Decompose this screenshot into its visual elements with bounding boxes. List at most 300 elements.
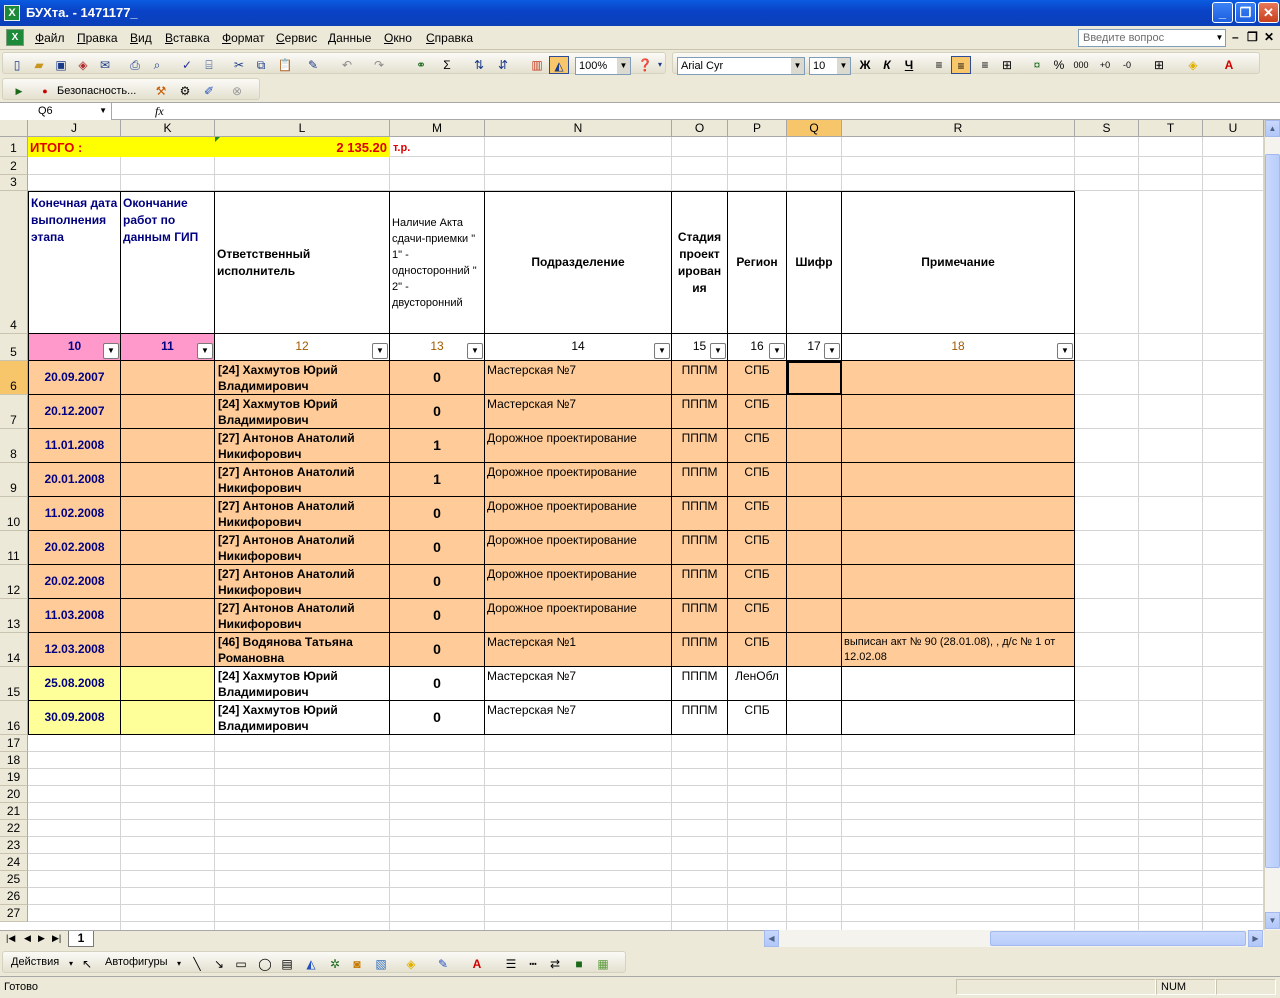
excel-icon[interactable]: X [4,5,20,21]
row-header-5[interactable] [0,334,28,361]
cell-end-date[interactable]: 20.12.2007 [28,395,121,429]
cell-region[interactable]: СПБ [728,395,787,429]
column-number-14[interactable]: 14 ▼ [485,334,672,361]
row-header-9[interactable] [0,463,28,497]
research-icon[interactable]: ⌸ [205,58,213,72]
menu-edit[interactable]: Правка [77,31,118,45]
cell-responsible[interactable]: [24] Хахмутов Юрий Владимирович [215,361,390,395]
horizontal-scrollbar[interactable] [764,930,1264,947]
cell-stage[interactable]: ПППМ [672,463,728,497]
column-number-10[interactable]: 10 ▼ [28,334,121,361]
cell-region[interactable]: СПБ [728,633,787,667]
menu-data[interactable]: Данные [328,31,372,45]
row-header-27[interactable] [0,905,28,922]
hyperlink-icon[interactable]: ⚭ [415,58,427,72]
status-bar [0,976,1280,998]
row-number: 17 [6,736,21,750]
print-icon[interactable]: ⎙ [130,58,140,72]
line-style-icon[interactable]: ☰ [505,957,517,971]
column-header-u[interactable]: U [1203,120,1264,137]
spreadsheet-grid[interactable] [0,120,1264,930]
cell-stage[interactable]: ПППМ [672,395,728,429]
name-box[interactable] [0,103,112,120]
align-right-icon[interactable]: ≡ [981,58,989,72]
select-objects-icon[interactable]: ↖ [81,957,93,971]
column-header-s[interactable]: S [1075,120,1139,137]
minimize-button[interactable]: _ [1212,2,1233,23]
cell-stage[interactable]: ПППМ [672,497,728,531]
cell-act[interactable]: 0 [390,531,485,565]
row-header-25[interactable] [0,871,28,888]
cell-act[interactable]: 0 [390,361,485,395]
cell-act[interactable]: 1 [390,463,485,497]
cell-division[interactable]: Мастерская №7 [485,667,672,701]
row-number: 8 [10,447,17,461]
italic-button[interactable]: К [883,58,891,72]
doc-minimize-button[interactable]: – [1232,30,1239,44]
fill-color-icon[interactable]: ◈ [406,957,416,971]
cell-region[interactable]: СПБ [728,497,787,531]
row-header-11[interactable] [0,531,28,565]
row-header-18[interactable] [0,752,28,769]
column-number-11[interactable]: 11 ▼ [121,334,215,361]
arrow-icon[interactable]: ↘ [213,957,225,971]
scroll-right-icon[interactable]: ▶ [1248,930,1263,947]
cell-cipher[interactable] [787,701,842,735]
cell-responsible[interactable]: [27] Антонов Анатолий Никифорович [215,599,390,633]
bold-button[interactable]: Ж [859,58,871,72]
undo-icon[interactable]: ↶ [341,58,353,72]
decrease-decimal-icon[interactable]: -0 [1122,60,1131,70]
shadow-style-icon[interactable]: ■ [575,957,583,971]
email-icon[interactable]: ✉ [99,58,111,72]
row-header-4[interactable] [0,191,28,334]
align-center-icon[interactable]: ≡ [951,56,971,74]
cell-region[interactable]: СПБ [728,599,787,633]
font-size-select[interactable] [809,57,851,75]
cell-act[interactable]: 1 [390,429,485,463]
clipart-icon[interactable]: ◙ [353,957,361,971]
cell-end-date[interactable]: 11.03.2008 [28,599,121,633]
cell-gip-end[interactable] [121,701,215,735]
autofilter-dropdown-icon[interactable]: ▼ [467,343,483,359]
help-icon[interactable]: ❓ [637,58,653,72]
cell-gip-end[interactable] [121,633,215,667]
fill-color-icon[interactable]: ◈ [1188,58,1198,72]
cell-region[interactable]: СПБ [728,565,787,599]
row-header-8[interactable] [0,429,28,463]
cell-region[interactable]: СПБ [728,361,787,395]
row-number: 24 [6,855,21,869]
cell-note[interactable] [842,497,1075,531]
cut-icon[interactable]: ✂ [233,58,245,72]
row-header-26[interactable] [0,888,28,905]
arrow-style-icon[interactable]: ⇄ [549,957,561,971]
line-icon[interactable]: ╲ [193,957,201,971]
restore-button[interactable]: ❐ [1235,2,1256,23]
column-number-17[interactable]: 17 ▼ [787,334,842,361]
row-header-24[interactable] [0,854,28,871]
cell-division[interactable]: Мастерская №1 [485,633,672,667]
formatting-toolbar [672,52,1260,74]
record-macro-icon[interactable]: ● [42,86,48,96]
cell-act[interactable]: 0 [390,497,485,531]
cell-act[interactable]: 0 [390,599,485,633]
cell-responsible[interactable]: [24] Хахмутов Юрий Владимирович [215,395,390,429]
zoom-select[interactable] [575,57,631,75]
font-size-value: 10 [813,60,826,72]
font-color-icon[interactable]: A [472,957,482,971]
row-number: 4 [10,318,17,332]
row-header-3[interactable] [0,175,28,191]
row-header-16[interactable] [0,701,28,735]
row-number: 27 [6,906,21,920]
cell-note[interactable] [842,667,1075,701]
header-act[interactable]: Наличие Акта сдачи-приемки " 1" - односторонний " 2" - двусторонний [390,191,485,334]
cell-cipher[interactable] [787,429,842,463]
scroll-down-icon[interactable]: ▼ [1265,912,1280,929]
close-button[interactable]: ✕ [1258,2,1279,23]
cell-end-date[interactable]: 12.03.2008 [28,633,121,667]
ask-question-input[interactable]: Введите вопрос [1078,29,1226,47]
cell-gip-end[interactable] [121,429,215,463]
row-header-2[interactable] [0,157,28,175]
autofilter-dropdown-icon[interactable]: ▼ [103,343,119,359]
header-region[interactable]: Регион [728,191,787,334]
cell-note[interactable] [842,429,1075,463]
column-header-j[interactable]: J [28,120,121,137]
scroll-left-icon[interactable]: ◀ [764,930,779,947]
vertical-scrollbar[interactable] [1264,120,1280,930]
cell-end-date[interactable]: 25.08.2008 [28,667,121,701]
row-number: 26 [6,889,21,903]
workbook-icon[interactable]: X [6,29,24,46]
menu-insert[interactable]: Вставка [165,31,210,45]
sheet-tab-1[interactable]: 1 [68,931,94,947]
row-number: 15 [6,685,21,699]
menu-help[interactable]: Справка [426,31,474,45]
cell-responsible[interactable]: [27] Антонов Анатолий Никифорович [215,497,390,531]
paste-icon[interactable]: 📋 [277,58,293,72]
row-header-21[interactable] [0,803,28,820]
font-value: Arial Cyr [681,60,724,72]
cell-act[interactable]: 0 [390,633,485,667]
function-icon[interactable]: fx [155,104,164,118]
cell-responsible[interactable]: [27] Антонов Анатолий Никифорович [215,531,390,565]
cell-cipher[interactable] [787,463,842,497]
cell-act[interactable]: 0 [390,667,485,701]
font-color-icon[interactable]: A [1224,58,1234,72]
cell-region[interactable]: СПБ [728,531,787,565]
row-header-17[interactable] [0,735,28,752]
menu-file[interactable]: Файл [35,31,65,45]
select-all-corner[interactable] [0,120,28,137]
cell-cipher[interactable] [787,599,842,633]
cell-region[interactable]: ЛенОбл [728,667,787,701]
cell-stage[interactable]: ПППМ [672,361,728,395]
cell-division[interactable]: Дорожное проектирование [485,599,672,633]
cell-division[interactable]: Дорожное проектирование [485,497,672,531]
run-macro-icon[interactable]: ▶ [15,86,23,96]
doc-close-button[interactable]: ✕ [1264,30,1275,44]
diagram-icon[interactable]: ✲ [329,957,341,971]
row-header-22[interactable] [0,820,28,837]
align-left-icon[interactable]: ≡ [935,58,943,72]
row-header-10[interactable] [0,497,28,531]
chevron-down-icon[interactable]: ▼ [1215,33,1224,42]
header-note[interactable]: Примечание [842,191,1075,334]
row-header-20[interactable] [0,786,28,803]
header-division[interactable]: Подразделение [485,191,672,334]
gridline [28,904,1264,905]
cell-gip-end[interactable] [121,531,215,565]
copy-icon[interactable]: ⧉ [256,58,266,72]
row-header-23[interactable] [0,837,28,854]
gridline [28,802,1264,803]
title-bar [0,0,1280,26]
cell-division[interactable]: Мастерская №7 [485,361,672,395]
cell-end-date[interactable]: 30.09.2008 [28,701,121,735]
summary-value[interactable]: 2 135.20 [215,137,390,157]
column-header-q[interactable]: Q [787,120,842,137]
scroll-up-icon[interactable]: ▲ [1265,120,1280,137]
cell-cipher[interactable] [787,565,842,599]
cell-note[interactable] [842,565,1075,599]
row-number: 19 [6,770,21,784]
row-number: 22 [6,821,21,835]
autofilter-dropdown-icon[interactable]: ▼ [654,343,670,359]
cell-stage[interactable]: ПППМ [672,565,728,599]
cell-stage[interactable]: ПППМ [672,429,728,463]
cell-note[interactable] [842,463,1075,497]
picture-icon[interactable]: ▧ [375,957,387,971]
autofilter-dropdown-icon[interactable]: ▼ [1057,343,1073,359]
cell-end-date[interactable]: 11.02.2008 [28,497,121,531]
spelling-icon[interactable]: ✓ [181,58,193,72]
design-mode-icon[interactable]: ✐ [203,84,215,98]
column-number-12[interactable]: 12 ▼ [215,334,390,361]
cell-act[interactable]: 0 [390,701,485,735]
redo-icon[interactable]: ↷ [373,58,385,72]
new-icon[interactable]: ▯ [13,58,21,72]
format-painter-icon[interactable]: ✎ [307,58,319,72]
column-number-13[interactable]: 13 ▼ [390,334,485,361]
window-title: БУХта. - 1471177_ [26,5,138,20]
cell-division[interactable]: Дорожное проектирование [485,429,672,463]
cell-stage[interactable]: ПППМ [672,599,728,633]
cell-note[interactable]: выписан акт № 90 (28.01.08), , д/с № 1 от 12.02.08 [842,633,1075,667]
column-header-t[interactable]: T [1139,120,1203,137]
cell-responsible[interactable]: [27] Антонов Анатолий Никифорович [215,463,390,497]
column-header-o[interactable]: O [672,120,728,137]
row-header-12[interactable] [0,565,28,599]
3d-style-icon[interactable]: ▦ [597,957,609,971]
column-number-15[interactable]: 15 ▼ [672,334,728,361]
drawing-toolbar-row [0,948,1280,976]
autofilter-dropdown-icon[interactable]: ▼ [197,343,213,359]
permission-icon[interactable]: ◈ [78,58,88,72]
header-cipher[interactable]: Шифр [787,191,842,334]
autoshapes-menu[interactable]: Автофигуры [105,956,168,968]
autofilter-dropdown-icon[interactable]: ▼ [710,343,726,359]
increase-decimal-icon[interactable]: +0 [1099,60,1111,70]
header-responsible[interactable]: Ответственный исполнитель [215,191,390,334]
column-header-n[interactable]: N [485,120,672,137]
toolbar-row-2 [0,76,1280,102]
cell-responsible[interactable]: [24] Хахмутов Юрий Владимирович [215,667,390,701]
horizontal-scroll-thumb[interactable] [990,931,1246,946]
chevron-down-icon: ▼ [617,58,630,74]
chart-wizard-icon[interactable]: ▥ [531,58,543,72]
row-header-1[interactable] [0,137,28,157]
cell-division[interactable]: Мастерская №7 [485,701,672,735]
column-header-r[interactable]: R [842,120,1075,137]
percent-icon[interactable]: % [1053,58,1065,72]
currency-icon[interactable]: ¤ [1033,58,1041,72]
cell-region[interactable]: СПБ [728,463,787,497]
merge-center-icon[interactable]: ⊞ [1001,58,1013,72]
gridline [28,174,1264,175]
header-stage[interactable]: Стадия проект ирован ия [672,191,728,334]
cell-end-date[interactable]: 20.09.2007 [28,361,121,395]
cell-gip-end[interactable] [121,361,215,395]
wordart-icon[interactable]: ◭ [306,957,316,971]
cell-cipher[interactable] [787,633,842,667]
autosum-icon[interactable]: Σ [443,58,451,72]
cell-responsible[interactable]: [24] Хахмутов Юрий Владимирович [215,701,390,735]
column-number-16[interactable]: 16 ▼ [728,334,787,361]
cell-responsible[interactable]: [46] Водянова Татьяна Романовна [215,633,390,667]
num-lock-indicator: NUM [1156,979,1216,995]
menu-tools[interactable]: Сервис [276,31,318,45]
column-header-k[interactable]: K [121,120,215,137]
cell-cipher[interactable] [787,667,842,701]
row-header-14[interactable] [0,633,28,667]
cell-cipher[interactable] [787,497,842,531]
cell-cipher[interactable] [787,395,842,429]
cell-end-date[interactable]: 20.02.2008 [28,531,121,565]
doc-restore-button[interactable]: ❐ [1247,30,1258,44]
cell-note[interactable] [842,531,1075,565]
menu-view[interactable]: Вид [130,31,152,45]
autofilter-dropdown-icon[interactable]: ▼ [372,343,388,359]
cell-end-date[interactable]: 20.01.2008 [28,463,121,497]
summary-label[interactable]: ИТОГО : [28,137,215,157]
summary-unit[interactable]: т.р. [393,142,411,154]
cell-responsible[interactable]: [27] Антонов Анатолий Никифорович [215,565,390,599]
row-header-13[interactable] [0,599,28,633]
cell-stage[interactable]: ПППМ [672,633,728,667]
cell-division[interactable]: Дорожное проектирование [485,565,672,599]
cell-region[interactable]: СПБ [728,701,787,735]
open-icon[interactable]: ▰ [34,58,44,72]
sort-ascending-icon[interactable]: ⇅ [473,58,485,72]
autofilter-dropdown-icon[interactable]: ▼ [824,343,840,359]
sort-descending-icon[interactable]: ⇵ [497,58,509,72]
cell-end-date[interactable]: 11.01.2008 [28,429,121,463]
row-header-19[interactable] [0,769,28,786]
cell-gip-end[interactable] [121,565,215,599]
active-cell[interactable] [787,361,842,395]
first-sheet-icon[interactable]: |◀ [6,933,16,943]
dash-style-icon[interactable]: ┅ [529,957,537,971]
security-button[interactable]: Безопасность... [57,85,137,97]
print-preview-icon[interactable]: ⌕ [153,58,161,72]
row-header-7[interactable] [0,395,28,429]
visual-basic-editor-icon[interactable]: ⚒ [155,84,167,98]
save-icon[interactable]: ▣ [55,58,67,72]
oval-icon[interactable]: ◯ [258,957,272,971]
cell-end-date[interactable]: 20.02.2008 [28,565,121,599]
gridline [28,836,1264,837]
cell-gip-end[interactable] [121,463,215,497]
underline-button[interactable]: Ч [904,58,914,72]
row-header-6[interactable] [0,361,28,395]
actions-menu[interactable]: Действия [11,956,60,968]
menu-window[interactable]: Окно [384,31,412,45]
cell-gip-end[interactable] [121,497,215,531]
column-number-18[interactable]: 18 ▼ [842,334,1075,361]
prev-sheet-icon[interactable]: ◀ [24,933,31,943]
last-sheet-icon[interactable]: ▶| [52,933,62,943]
column-header-p[interactable]: P [728,120,787,137]
control-toolbox-icon[interactable]: ⚙ [179,84,191,98]
row-header-15[interactable] [0,667,28,701]
cell-gip-end[interactable] [121,667,215,701]
textbox-icon[interactable]: ▤ [281,957,293,971]
header-end-date[interactable]: Конечная дата выполнения этапа [28,191,121,334]
cell-division[interactable]: Дорожное проектирование [485,463,672,497]
header-gip-end[interactable]: Окончание работ по данным ГИП [121,191,215,334]
cell-note[interactable] [842,599,1075,633]
column-header-m[interactable]: M [390,120,485,137]
vertical-scroll-thumb[interactable] [1265,154,1280,868]
row-number: 13 [6,617,21,631]
cell-gip-end[interactable] [121,599,215,633]
font-select[interactable] [677,57,805,75]
cell-cipher[interactable] [787,531,842,565]
cell-act[interactable]: 0 [390,395,485,429]
column-header-l[interactable]: L [215,120,390,137]
cell-division[interactable]: Мастерская №7 [485,395,672,429]
line-color-icon[interactable]: ✎ [437,957,449,971]
cell-responsible[interactable]: [27] Антонов Анатолий Никифорович [215,429,390,463]
cell-gip-end[interactable] [121,395,215,429]
gridline [1202,137,1203,930]
cell-note[interactable] [842,395,1075,429]
borders-icon[interactable]: ⊞ [1153,58,1165,72]
cell-stage[interactable]: ПППМ [672,701,728,735]
cell-note[interactable] [842,361,1075,395]
name-box-value: Q6 [38,105,53,117]
cell-division[interactable]: Дорожное проектирование [485,531,672,565]
drawing-toggle-icon[interactable]: ◭ [549,56,569,74]
formula-bar [0,102,1280,120]
next-sheet-icon[interactable]: ▶ [38,933,45,943]
cell-region[interactable]: СПБ [728,429,787,463]
script-editor-icon[interactable]: ⊗ [231,84,243,98]
menu-format[interactable]: Формат [222,31,265,45]
cell-note[interactable] [842,701,1075,735]
gridline [28,751,1264,752]
cell-act[interactable]: 0 [390,565,485,599]
cell-stage[interactable]: ПППМ [672,531,728,565]
comma-style-icon[interactable]: 000 [1073,60,1089,70]
cell-stage[interactable]: ПППМ [672,667,728,701]
autofilter-dropdown-icon[interactable]: ▼ [769,343,785,359]
rectangle-icon[interactable]: ▭ [235,957,247,971]
toolbar-options-icon[interactable]: ▾ [657,60,662,69]
